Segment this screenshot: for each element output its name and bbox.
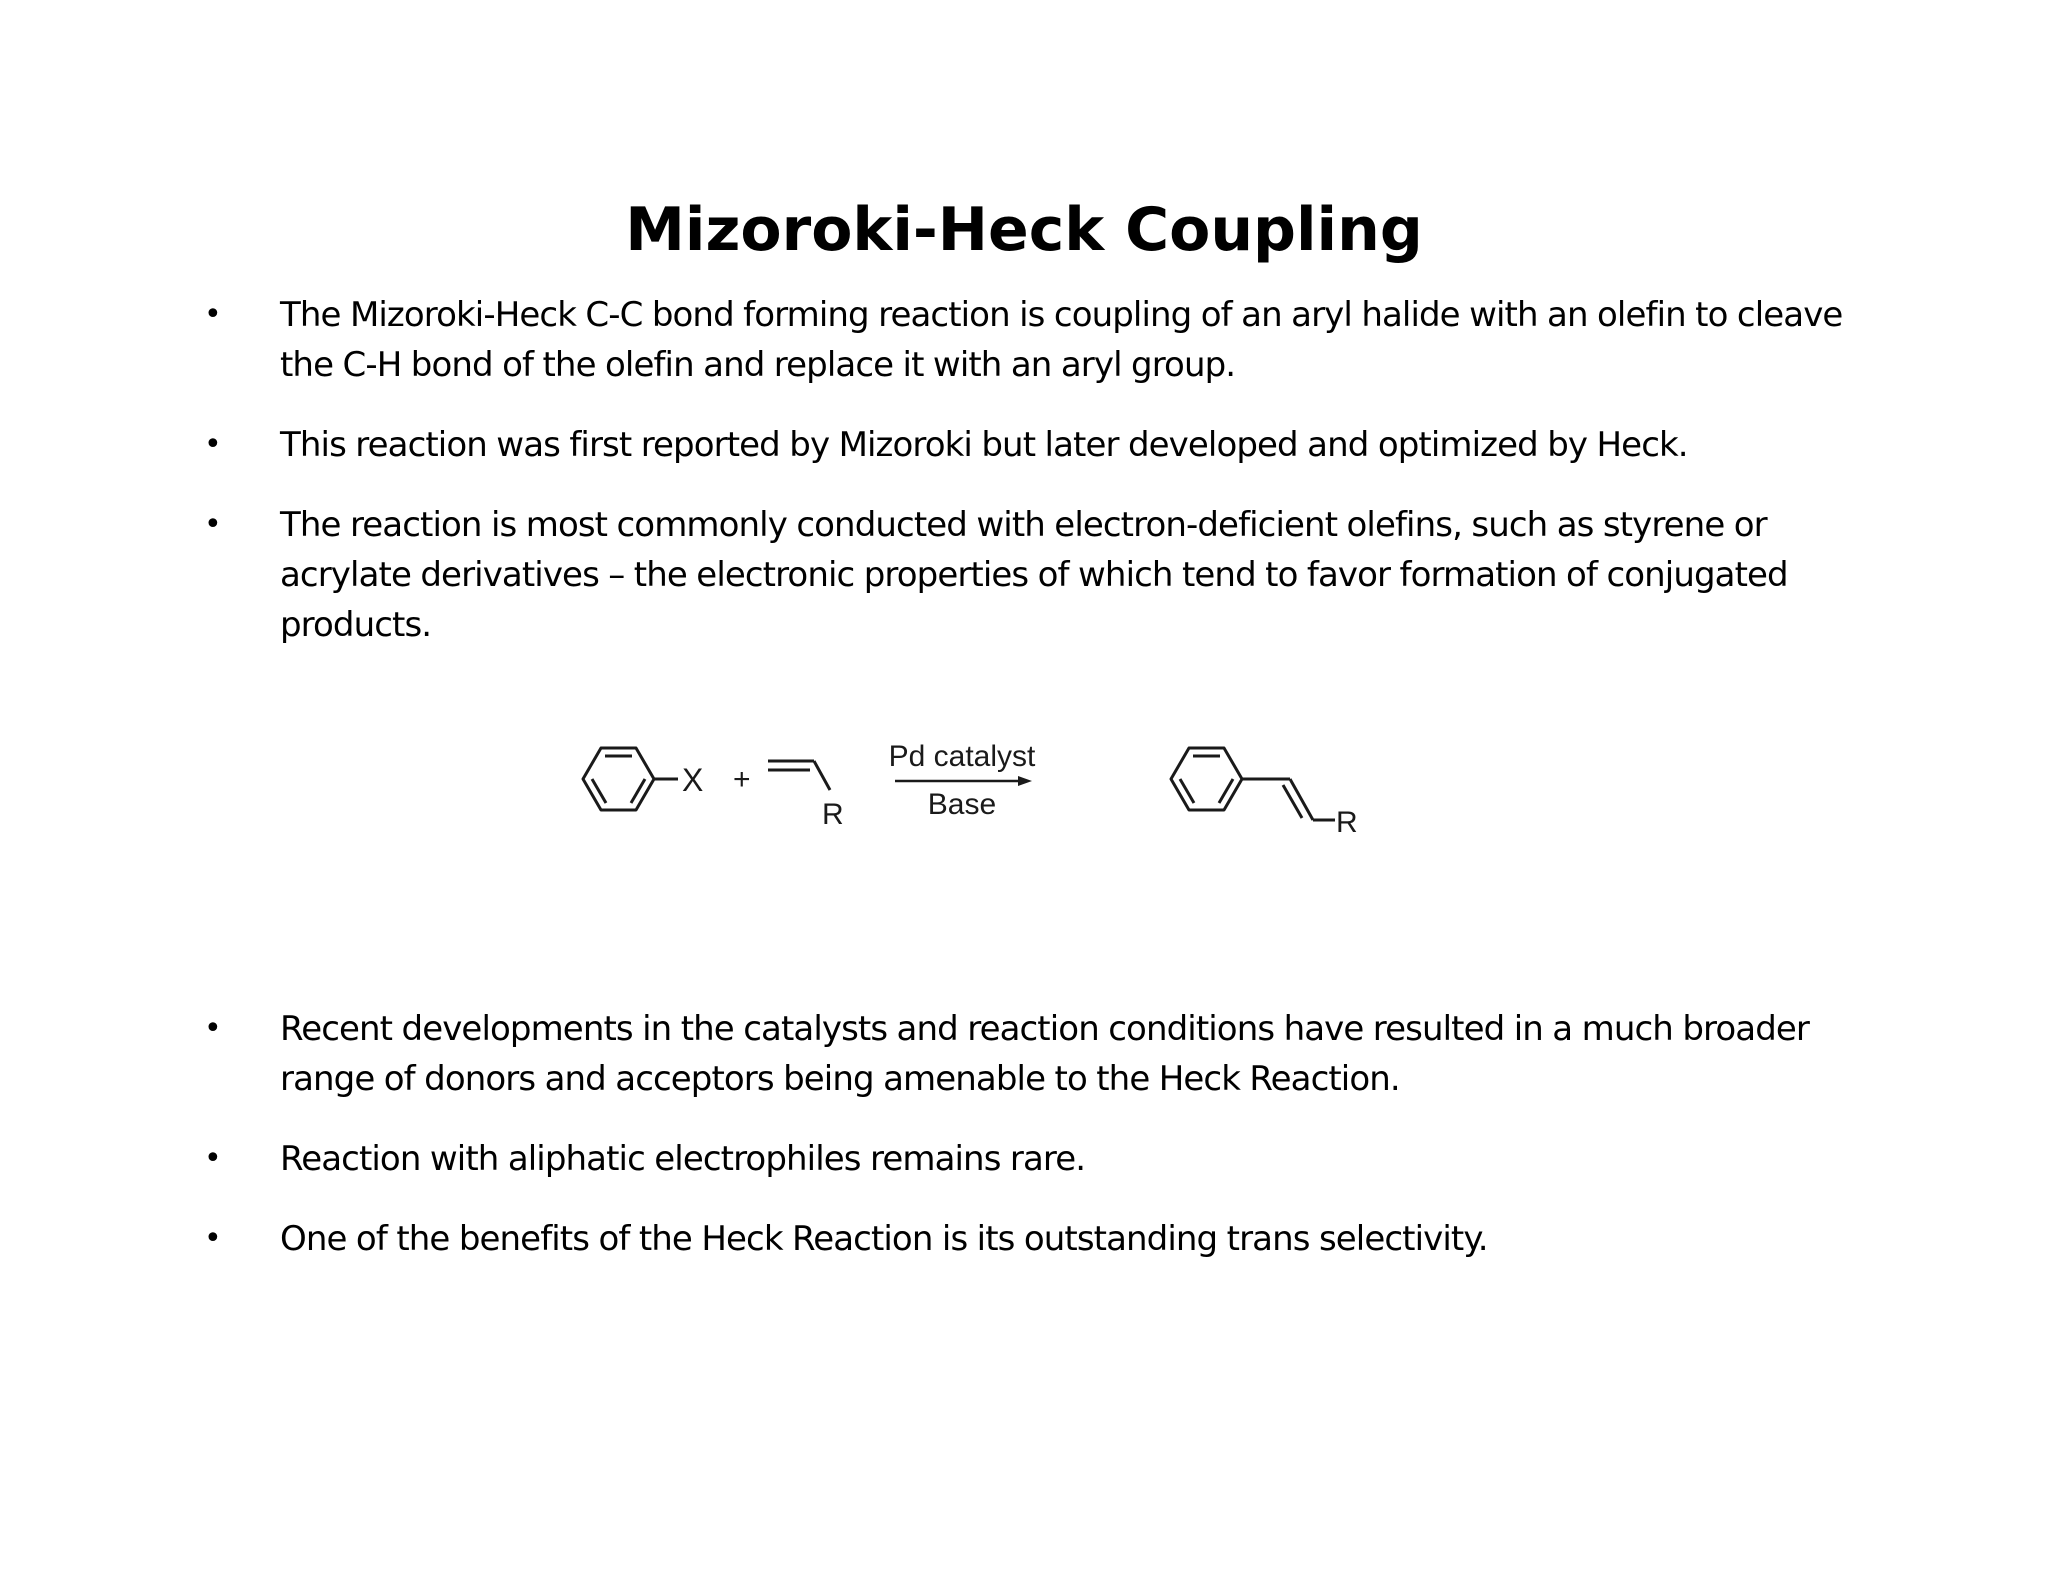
styrene-product-structure: [1171, 748, 1335, 820]
arrow-condition-bottom: Base: [927, 788, 997, 821]
bullet-item: [0, 1134, 1900, 1184]
developments-bullet-list: [0, 1004, 2048, 1294]
bullet-text: This reaction was first reported by Mizoroki but later developed and optimized by Heck.: [280, 425, 1688, 465]
bullet-item: [0, 500, 1900, 650]
olefin-substituent-label: R: [822, 798, 844, 831]
heck-reaction-scheme: [560, 720, 1440, 870]
slide-title: Mizoroki-Heck Coupling: [625, 195, 1423, 265]
bullet-icon: •: [204, 507, 221, 542]
bullet-icon: •: [204, 1011, 221, 1046]
halide-label: X: [682, 762, 704, 798]
intro-bullet-list: [0, 290, 2048, 680]
olefin-structure: [768, 761, 830, 790]
bullet-item: [0, 420, 1900, 470]
bullet-item: [0, 290, 1900, 390]
arrow-condition-top: Pd catalyst: [888, 740, 1036, 773]
plus-sign: +: [733, 763, 751, 796]
bullet-text: The reaction is most commonly conducted with electron-deficient olefins, such as styrene or acrylate derivatives – the electronic properties of which tend to favor formation of conjugated products.: [280, 505, 1788, 645]
bullet-icon: •: [204, 1141, 221, 1176]
bullet-icon: •: [204, 427, 221, 462]
bullet-text: Recent developments in the catalysts and reaction conditions have resulted in a much broader range of donors and acceptors being amenable to the Heck Reaction.: [280, 1009, 1809, 1099]
bullet-icon: •: [204, 297, 221, 332]
bullet-text: The Mizoroki-Heck C-C bond forming reaction is coupling of an aryl halide with an olefin to cleave the C-H bond of the olefin and replace it with an aryl group.: [280, 295, 1843, 385]
bullet-item: [0, 1004, 1900, 1104]
product-substituent-label: R: [1336, 806, 1358, 839]
aryl-halide-benzene-ring: [583, 748, 678, 810]
bullet-item: [0, 1214, 1900, 1264]
reaction-arrow-icon: [895, 776, 1032, 786]
bullet-text: Reaction with aliphatic electrophiles remains rare.: [280, 1139, 1086, 1179]
bullet-icon: •: [204, 1221, 221, 1256]
bullet-text: One of the benefits of the Heck Reaction is its outstanding trans selectivity.: [280, 1219, 1488, 1259]
